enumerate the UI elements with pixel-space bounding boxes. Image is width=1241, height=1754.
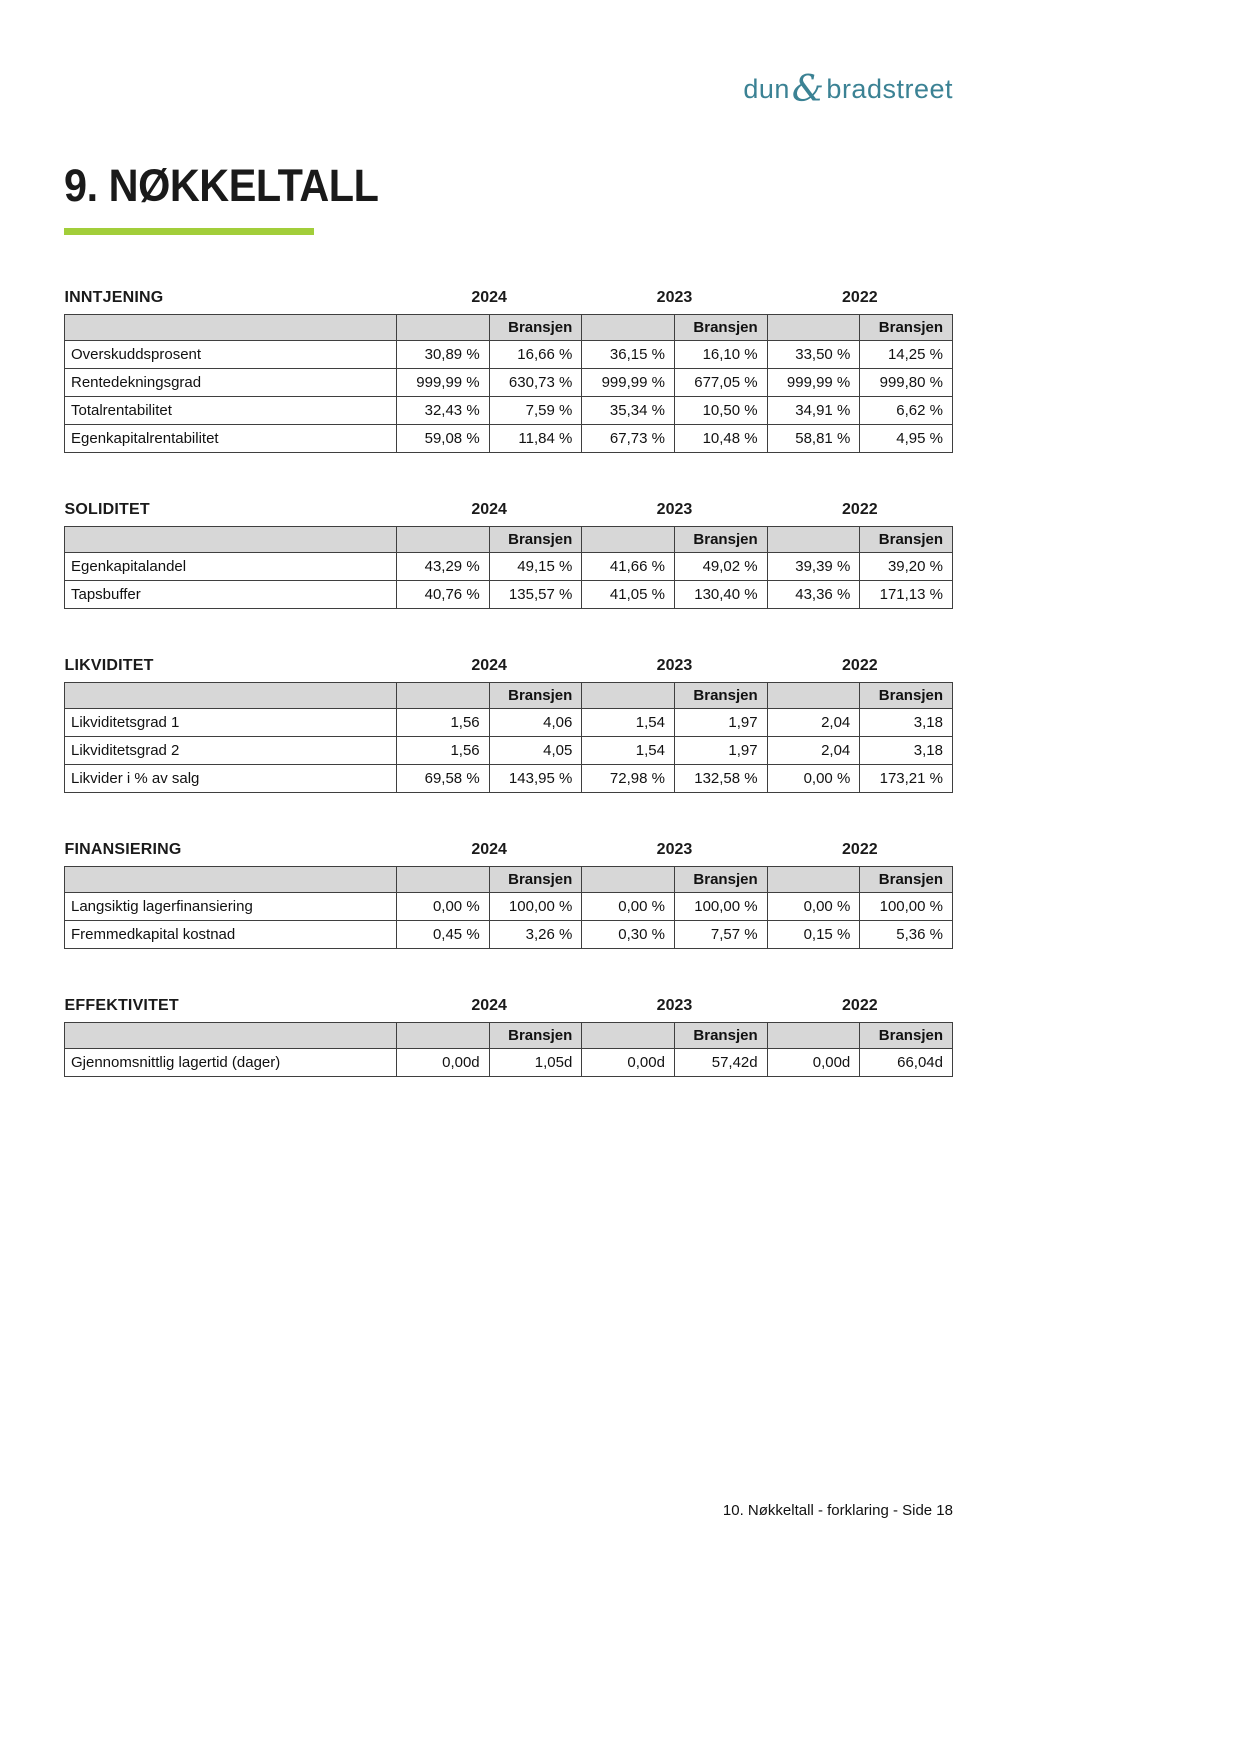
year-header-2023: 2023 xyxy=(656,289,693,306)
value-cell: 1,54 xyxy=(582,737,675,765)
table-meta-row xyxy=(65,657,953,683)
row-label: Egenkapitalandel xyxy=(65,553,397,581)
industry-header-cell: Bransjen xyxy=(674,527,767,553)
logo-text-bradstreet: bradstreet xyxy=(826,74,953,104)
value-cell: 171,13 % xyxy=(860,581,953,609)
value-cell: 100,00 % xyxy=(489,893,582,921)
section-title: FINANSIERING xyxy=(64,841,182,858)
industry-header-cell: Bransjen xyxy=(674,683,767,709)
table-row xyxy=(65,765,953,793)
row-label: Egenkapitalrentabilitet xyxy=(65,425,397,453)
industry-header-cell: Bransjen xyxy=(860,683,953,709)
value-cell: 36,15 % xyxy=(582,341,675,369)
value-cell: 135,57 % xyxy=(489,581,582,609)
value-cell: 6,62 % xyxy=(860,397,953,425)
value-cell: 0,00d xyxy=(582,1049,675,1077)
value-cell: 1,54 xyxy=(582,709,675,737)
table-meta-row xyxy=(65,997,953,1023)
section-title: INNTJENING xyxy=(64,289,164,306)
row-label: Fremmedkapital kostnad xyxy=(65,921,397,949)
value-cell: 0,00 % xyxy=(767,765,860,793)
key-figures-content xyxy=(64,289,953,1077)
empty-header-cell xyxy=(397,683,490,709)
dun-bradstreet-logo xyxy=(743,69,953,110)
industry-header-row xyxy=(65,683,953,709)
value-cell: 34,91 % xyxy=(767,397,860,425)
empty-header-cell xyxy=(582,683,675,709)
value-cell: 0,00 % xyxy=(582,893,675,921)
value-cell: 999,99 % xyxy=(397,369,490,397)
table-meta-row xyxy=(65,841,953,867)
value-cell: 57,42d xyxy=(674,1049,767,1077)
value-cell: 999,99 % xyxy=(767,369,860,397)
table-row xyxy=(65,581,953,609)
empty-header-cell xyxy=(65,867,397,893)
value-cell: 4,06 xyxy=(489,709,582,737)
likviditet-table xyxy=(64,657,953,793)
value-cell: 2,04 xyxy=(767,709,860,737)
value-cell: 16,66 % xyxy=(489,341,582,369)
empty-header-cell xyxy=(582,1023,675,1049)
empty-header-cell xyxy=(65,527,397,553)
value-cell: 49,02 % xyxy=(674,553,767,581)
industry-header-row xyxy=(65,527,953,553)
year-header-2022: 2022 xyxy=(842,289,878,306)
year-header-2023: 2023 xyxy=(656,997,693,1014)
empty-header-cell xyxy=(767,867,860,893)
value-cell: 72,98 % xyxy=(582,765,675,793)
value-cell: 3,18 xyxy=(860,709,953,737)
value-cell: 11,84 % xyxy=(489,425,582,453)
industry-header-cell: Bransjen xyxy=(489,1023,582,1049)
section-title: EFFEKTIVITET xyxy=(64,997,179,1014)
table-row xyxy=(65,709,953,737)
logo-text-dun: dun xyxy=(743,74,790,104)
value-cell: 173,21 % xyxy=(860,765,953,793)
empty-header-cell xyxy=(767,683,860,709)
value-cell: 999,80 % xyxy=(860,369,953,397)
value-cell: 39,39 % xyxy=(767,553,860,581)
section-title: LIKVIDITET xyxy=(64,657,154,674)
value-cell: 41,05 % xyxy=(582,581,675,609)
value-cell: 999,99 % xyxy=(582,369,675,397)
row-label: Totalrentabilitet xyxy=(65,397,397,425)
value-cell: 66,04d xyxy=(860,1049,953,1077)
empty-header-cell xyxy=(582,315,675,341)
value-cell: 100,00 % xyxy=(860,893,953,921)
empty-header-cell xyxy=(582,867,675,893)
soliditet-table xyxy=(64,501,953,609)
value-cell: 7,59 % xyxy=(489,397,582,425)
title-accent-bar xyxy=(64,228,314,235)
row-label: Overskuddsprosent xyxy=(65,341,397,369)
empty-header-cell xyxy=(767,527,860,553)
year-header-2024: 2024 xyxy=(471,657,507,674)
page-footer: 10. Nøkkeltall - forklaring - Side 18 xyxy=(722,1502,953,1519)
industry-header-cell: Bransjen xyxy=(489,527,582,553)
industry-header-cell: Bransjen xyxy=(489,683,582,709)
year-header-2024: 2024 xyxy=(471,289,507,306)
value-cell: 3,26 % xyxy=(489,921,582,949)
value-cell: 10,50 % xyxy=(674,397,767,425)
row-label: Likviditetsgrad 2 xyxy=(65,737,397,765)
section-effektivitet xyxy=(64,997,953,1077)
empty-header-cell xyxy=(397,1023,490,1049)
logo-row xyxy=(64,0,953,110)
row-label: Langsiktig lagerfinansiering xyxy=(65,893,397,921)
row-label: Tapsbuffer xyxy=(65,581,397,609)
empty-header-cell xyxy=(397,527,490,553)
page-title: 9. NØKKELTALL xyxy=(64,160,379,211)
empty-header-cell xyxy=(65,1023,397,1049)
year-header-2022: 2022 xyxy=(842,657,878,674)
value-cell: 1,05d xyxy=(489,1049,582,1077)
industry-header-row xyxy=(65,315,953,341)
value-cell: 3,18 xyxy=(860,737,953,765)
value-cell: 39,20 % xyxy=(860,553,953,581)
empty-header-cell xyxy=(397,867,490,893)
value-cell: 10,48 % xyxy=(674,425,767,453)
year-header-2024: 2024 xyxy=(471,501,507,518)
value-cell: 59,08 % xyxy=(397,425,490,453)
section-soliditet xyxy=(64,501,953,609)
industry-header-cell: Bransjen xyxy=(674,315,767,341)
value-cell: 30,89 % xyxy=(397,341,490,369)
value-cell: 0,15 % xyxy=(767,921,860,949)
empty-header-cell xyxy=(582,527,675,553)
section-inntjening xyxy=(64,289,953,453)
section-likviditet xyxy=(64,657,953,793)
value-cell: 67,73 % xyxy=(582,425,675,453)
ampersand-icon: & xyxy=(791,69,825,110)
value-cell: 0,45 % xyxy=(397,921,490,949)
value-cell: 1,56 xyxy=(397,737,490,765)
year-header-2024: 2024 xyxy=(471,997,507,1014)
year-header-2022: 2022 xyxy=(842,997,878,1014)
inntjening-table xyxy=(64,289,953,453)
row-label: Likviditetsgrad 1 xyxy=(65,709,397,737)
year-header-2024: 2024 xyxy=(471,841,507,858)
empty-header-cell xyxy=(65,683,397,709)
industry-header-cell: Bransjen xyxy=(860,527,953,553)
industry-header-row xyxy=(65,867,953,893)
value-cell: 43,29 % xyxy=(397,553,490,581)
value-cell: 630,73 % xyxy=(489,369,582,397)
year-header-2023: 2023 xyxy=(656,657,693,674)
value-cell: 130,40 % xyxy=(674,581,767,609)
value-cell: 33,50 % xyxy=(767,341,860,369)
table-meta-row xyxy=(65,501,953,527)
year-header-2022: 2022 xyxy=(842,841,878,858)
value-cell: 69,58 % xyxy=(397,765,490,793)
value-cell: 5,36 % xyxy=(860,921,953,949)
industry-header-cell: Bransjen xyxy=(674,1023,767,1049)
section-title: SOLIDITET xyxy=(64,501,150,518)
finansiering-table xyxy=(64,841,953,949)
value-cell: 677,05 % xyxy=(674,369,767,397)
table-row xyxy=(65,341,953,369)
value-cell: 4,95 % xyxy=(860,425,953,453)
value-cell: 16,10 % xyxy=(674,341,767,369)
table-row xyxy=(65,921,953,949)
value-cell: 7,57 % xyxy=(674,921,767,949)
value-cell: 1,97 xyxy=(674,737,767,765)
value-cell: 0,30 % xyxy=(582,921,675,949)
empty-header-cell xyxy=(397,315,490,341)
industry-header-cell: Bransjen xyxy=(489,867,582,893)
table-row xyxy=(65,1049,953,1077)
industry-header-cell: Bransjen xyxy=(860,315,953,341)
value-cell: 2,04 xyxy=(767,737,860,765)
value-cell: 132,58 % xyxy=(674,765,767,793)
value-cell: 1,56 xyxy=(397,709,490,737)
value-cell: 0,00 % xyxy=(767,893,860,921)
empty-header-cell xyxy=(767,315,860,341)
value-cell: 0,00d xyxy=(767,1049,860,1077)
value-cell: 35,34 % xyxy=(582,397,675,425)
table-row xyxy=(65,893,953,921)
table-meta-row xyxy=(65,289,953,315)
table-row xyxy=(65,553,953,581)
year-header-2023: 2023 xyxy=(656,501,693,518)
value-cell: 14,25 % xyxy=(860,341,953,369)
value-cell: 0,00 % xyxy=(397,893,490,921)
row-label: Likvider i % av salg xyxy=(65,765,397,793)
table-row xyxy=(65,737,953,765)
empty-header-cell xyxy=(65,315,397,341)
value-cell: 32,43 % xyxy=(397,397,490,425)
year-header-2022: 2022 xyxy=(842,501,878,518)
value-cell: 0,00d xyxy=(397,1049,490,1077)
table-row xyxy=(65,369,953,397)
value-cell: 1,97 xyxy=(674,709,767,737)
row-label: Gjennomsnittlig lagertid (dager) xyxy=(65,1049,397,1077)
value-cell: 43,36 % xyxy=(767,581,860,609)
value-cell: 4,05 xyxy=(489,737,582,765)
year-header-2023: 2023 xyxy=(656,841,693,858)
value-cell: 40,76 % xyxy=(397,581,490,609)
value-cell: 41,66 % xyxy=(582,553,675,581)
industry-header-row xyxy=(65,1023,953,1049)
value-cell: 100,00 % xyxy=(674,893,767,921)
value-cell: 58,81 % xyxy=(767,425,860,453)
row-label: Rentedekningsgrad xyxy=(65,369,397,397)
industry-header-cell: Bransjen xyxy=(860,1023,953,1049)
industry-header-cell: Bransjen xyxy=(489,315,582,341)
industry-header-cell: Bransjen xyxy=(674,867,767,893)
industry-header-cell: Bransjen xyxy=(860,867,953,893)
table-row xyxy=(65,425,953,453)
section-finansiering xyxy=(64,841,953,949)
effektivitet-table xyxy=(64,997,953,1077)
empty-header-cell xyxy=(767,1023,860,1049)
value-cell: 49,15 % xyxy=(489,553,582,581)
table-row xyxy=(65,397,953,425)
value-cell: 143,95 % xyxy=(489,765,582,793)
